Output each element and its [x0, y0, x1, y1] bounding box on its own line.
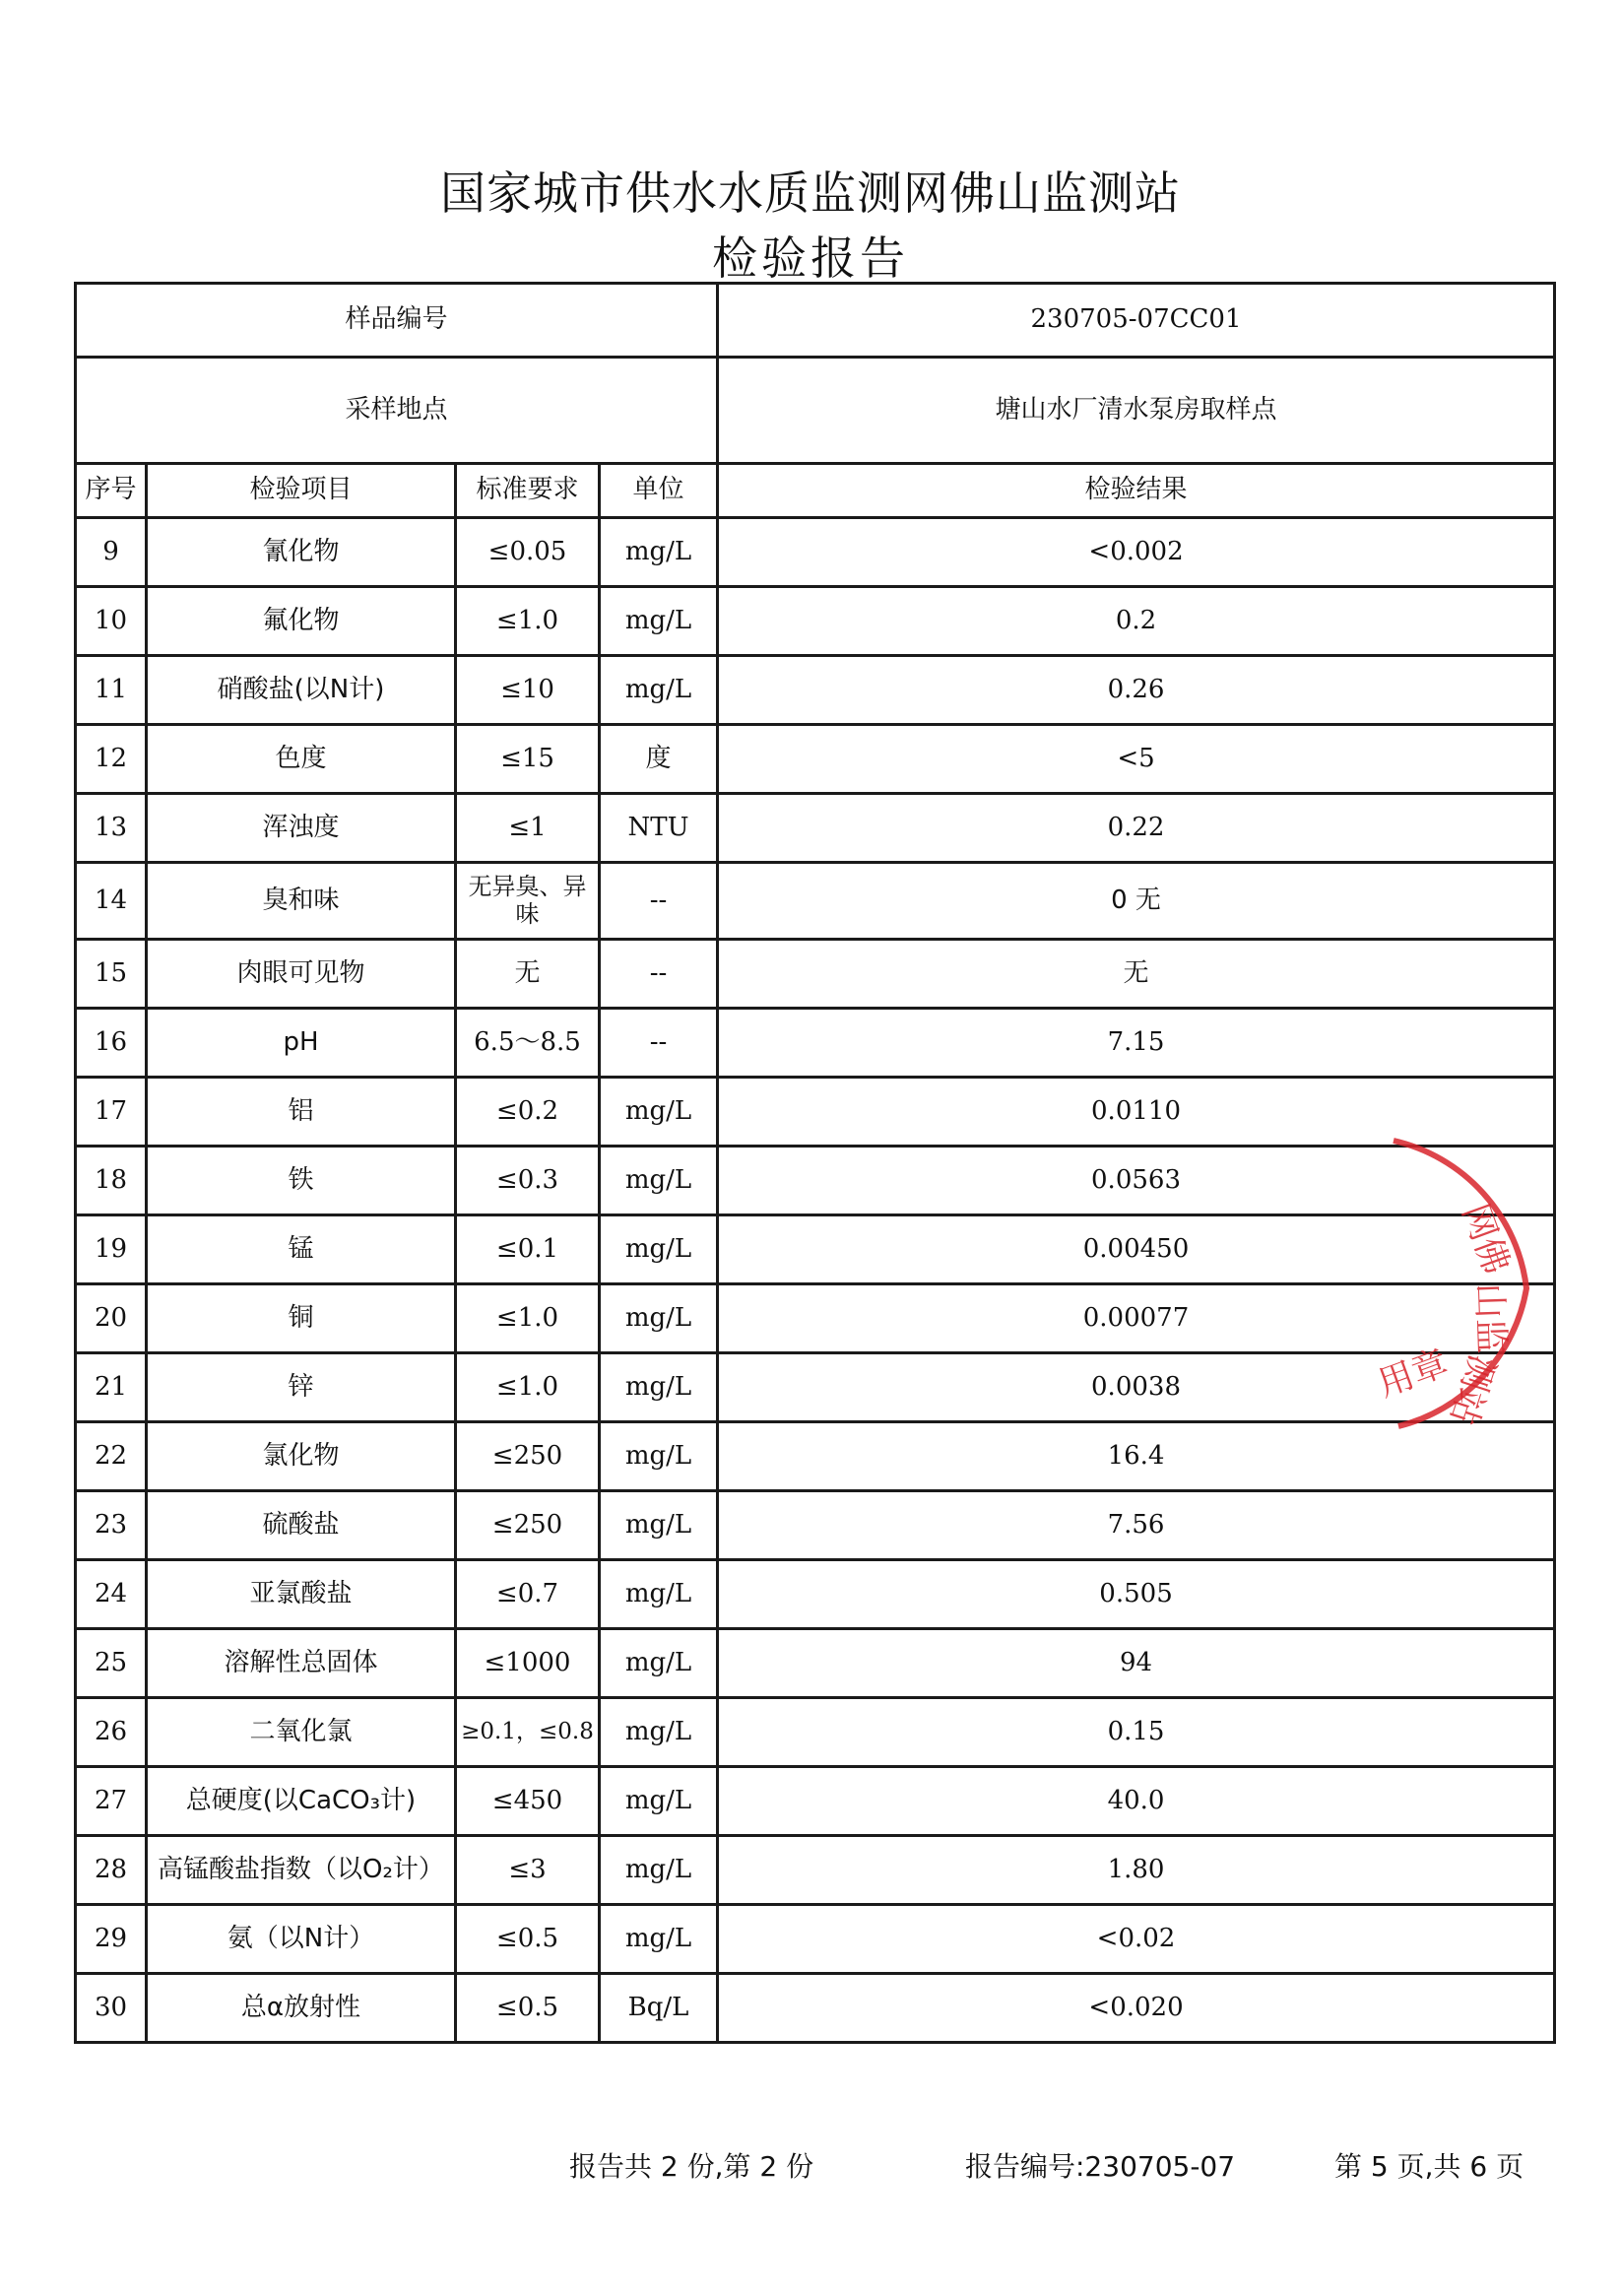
row-standard: ≤15	[456, 725, 600, 794]
row-unit: mg/L	[600, 1147, 718, 1215]
svg-text:用章: 用章	[1373, 1343, 1454, 1406]
row-item: 高锰酸盐指数（以O₂计）	[147, 1836, 456, 1905]
svg-text:测站: 测站	[1442, 1349, 1503, 1430]
row-no: 26	[76, 1698, 147, 1767]
row-result: 0.2	[718, 587, 1555, 656]
row-standard: ≤0.5	[456, 1974, 600, 2043]
row-unit: mg/L	[600, 1284, 718, 1353]
table-row	[76, 1491, 1555, 1560]
table-row	[76, 725, 1555, 794]
row-standard: ≤1	[456, 794, 600, 863]
table-row	[76, 1560, 1555, 1629]
row-item: 二氧化氯	[147, 1698, 456, 1767]
row-item: 臭和味	[147, 863, 456, 940]
row-unit: mg/L	[600, 1078, 718, 1147]
table-row	[76, 1078, 1555, 1147]
table-row	[76, 1974, 1555, 2043]
sample-id-label: 样品编号	[76, 284, 718, 358]
row-result: 0.0563	[718, 1147, 1555, 1215]
row-no: 9	[76, 518, 147, 587]
row-item: 硝酸盐(以N计)	[147, 656, 456, 725]
org-title: 国家城市供水水质监测网佛山监测站	[440, 166, 1181, 220]
row-unit: --	[600, 1009, 718, 1078]
inspection-table	[74, 282, 1556, 2044]
row-unit: NTU	[600, 794, 718, 863]
row-unit: --	[600, 940, 718, 1009]
row-standard: ≤0.05	[456, 518, 600, 587]
row-unit: mg/L	[600, 1215, 718, 1284]
row-result: 40.0	[718, 1767, 1555, 1836]
row-standard: ≤250	[456, 1422, 600, 1491]
row-result: <0.02	[718, 1905, 1555, 1974]
row-standard: ≤250	[456, 1491, 600, 1560]
table-row	[76, 1698, 1555, 1767]
official-seal	[1364, 1131, 1561, 1436]
row-standard: ≤1.0	[456, 1284, 600, 1353]
row-result: 0.00450	[718, 1215, 1555, 1284]
table-row	[76, 518, 1555, 587]
row-result: <0.020	[718, 1974, 1555, 2043]
row-unit: mg/L	[600, 1353, 718, 1422]
row-no: 12	[76, 725, 147, 794]
row-item: 总α放射性	[147, 1974, 456, 2043]
row-standard: ≤0.7	[456, 1560, 600, 1629]
row-result: 7.56	[718, 1491, 1555, 1560]
report-number: 报告编号:230705-07	[965, 2150, 1236, 2183]
row-item: pH	[147, 1009, 456, 1078]
row-unit: 度	[600, 725, 718, 794]
row-no: 14	[76, 863, 147, 940]
row-result: <0.002	[718, 518, 1555, 587]
row-unit: mg/L	[600, 1905, 718, 1974]
table-row	[76, 656, 1555, 725]
row-result: 0.26	[718, 656, 1555, 725]
row-unit: mg/L	[600, 1767, 718, 1836]
row-no: 13	[76, 794, 147, 863]
row-item: 氨（以N计）	[147, 1905, 456, 1974]
row-no: 24	[76, 1560, 147, 1629]
row-no: 28	[76, 1836, 147, 1905]
row-no: 15	[76, 940, 147, 1009]
row-unit: mg/L	[600, 518, 718, 587]
row-unit: mg/L	[600, 656, 718, 725]
row-standard: 无	[456, 940, 600, 1009]
row-unit: mg/L	[600, 1629, 718, 1698]
row-no: 30	[76, 1974, 147, 2043]
sample-location-row	[76, 358, 1555, 464]
col-header-standard: 标准要求	[456, 464, 600, 518]
row-standard: 6.5～8.5	[456, 1009, 600, 1078]
copies-info: 报告共 2 份,第 2 份	[569, 2150, 814, 2183]
table-row	[76, 1905, 1555, 1974]
row-standard: ≤1.0	[456, 587, 600, 656]
svg-text:山监: 山监	[1468, 1281, 1512, 1355]
row-standard: ≤1000	[456, 1629, 600, 1698]
table-row	[76, 1215, 1555, 1284]
row-no: 18	[76, 1147, 147, 1215]
row-item: 色度	[147, 725, 456, 794]
table-row	[76, 1147, 1555, 1215]
row-standard: ≤0.1	[456, 1215, 600, 1284]
row-unit: mg/L	[600, 1491, 718, 1560]
row-no: 17	[76, 1078, 147, 1147]
row-result: 94	[718, 1629, 1555, 1698]
col-header-unit: 单位	[600, 464, 718, 518]
row-item: 锰	[147, 1215, 456, 1284]
table-row	[76, 940, 1555, 1009]
row-result: 7.15	[718, 1009, 1555, 1078]
report-title: 检验报告	[712, 231, 909, 285]
row-no: 10	[76, 587, 147, 656]
table-row	[76, 1353, 1555, 1422]
row-item: 亚氯酸盐	[147, 1560, 456, 1629]
row-item: 总硬度(以CaCO₃计)	[147, 1767, 456, 1836]
table-row	[76, 1422, 1555, 1491]
table-row	[76, 1009, 1555, 1078]
row-item: 铜	[147, 1284, 456, 1353]
row-result: 0.0038	[718, 1353, 1555, 1422]
table-row	[76, 1629, 1555, 1698]
sample-id-row	[76, 284, 1555, 358]
table-row	[76, 794, 1555, 863]
row-standard: ≤0.5	[456, 1905, 600, 1974]
row-standard: 无异臭、异味	[456, 863, 600, 940]
row-result: 0.505	[718, 1560, 1555, 1629]
row-standard: ≤10	[456, 656, 600, 725]
row-no: 23	[76, 1491, 147, 1560]
row-result: 0.00077	[718, 1284, 1555, 1353]
row-no: 20	[76, 1284, 147, 1353]
row-unit: mg/L	[600, 1836, 718, 1905]
row-item: 氟化物	[147, 587, 456, 656]
row-result: 0.15	[718, 1698, 1555, 1767]
row-item: 铝	[147, 1078, 456, 1147]
table-row	[76, 587, 1555, 656]
sample-location-value: 塘山水厂清水泵房取样点	[718, 358, 1555, 464]
row-result: 1.80	[718, 1836, 1555, 1905]
row-no: 11	[76, 656, 147, 725]
row-item: 浑浊度	[147, 794, 456, 863]
sample-location-label: 采样地点	[76, 358, 718, 464]
row-item: 溶解性总固体	[147, 1629, 456, 1698]
row-unit: mg/L	[600, 1560, 718, 1629]
row-item: 氯化物	[147, 1422, 456, 1491]
row-no: 25	[76, 1629, 147, 1698]
row-item: 锌	[147, 1353, 456, 1422]
row-result: 16.4	[718, 1422, 1555, 1491]
row-standard: ≤3	[456, 1836, 600, 1905]
col-header-no: 序号	[76, 464, 147, 518]
row-unit: mg/L	[600, 1698, 718, 1767]
row-standard: ≥0.1，≤0.8	[456, 1698, 600, 1767]
row-result: 0 无	[718, 863, 1555, 940]
row-result: 0.0110	[718, 1078, 1555, 1147]
row-no: 21	[76, 1353, 147, 1422]
column-header-row	[76, 464, 1555, 518]
table-row	[76, 1284, 1555, 1353]
row-standard: ≤450	[456, 1767, 600, 1836]
table-row	[76, 863, 1555, 940]
col-header-result: 检验结果	[718, 464, 1555, 518]
row-item: 硫酸盐	[147, 1491, 456, 1560]
row-unit: Bq/L	[600, 1974, 718, 2043]
col-header-item: 检验项目	[147, 464, 456, 518]
row-unit: mg/L	[600, 1422, 718, 1491]
row-no: 29	[76, 1905, 147, 1974]
table-row	[76, 1767, 1555, 1836]
row-item: 肉眼可见物	[147, 940, 456, 1009]
row-no: 19	[76, 1215, 147, 1284]
row-unit: --	[600, 863, 718, 940]
row-no: 27	[76, 1767, 147, 1836]
row-unit: mg/L	[600, 587, 718, 656]
row-result: 0.22	[718, 794, 1555, 863]
row-standard: ≤0.3	[456, 1147, 600, 1215]
row-no: 22	[76, 1422, 147, 1491]
table-row	[76, 1836, 1555, 1905]
row-standard: ≤1.0	[456, 1353, 600, 1422]
row-item: 氰化物	[147, 518, 456, 587]
sample-id-value: 230705-07CC01	[718, 284, 1555, 358]
row-result: 无	[718, 940, 1555, 1009]
row-item: 铁	[147, 1147, 456, 1215]
page-number: 第 5 页,共 6 页	[1334, 2150, 1524, 2183]
row-no: 16	[76, 1009, 147, 1078]
row-standard: ≤0.2	[456, 1078, 600, 1147]
svg-text:网佛: 网佛	[1454, 1199, 1517, 1279]
row-result: <5	[718, 725, 1555, 794]
